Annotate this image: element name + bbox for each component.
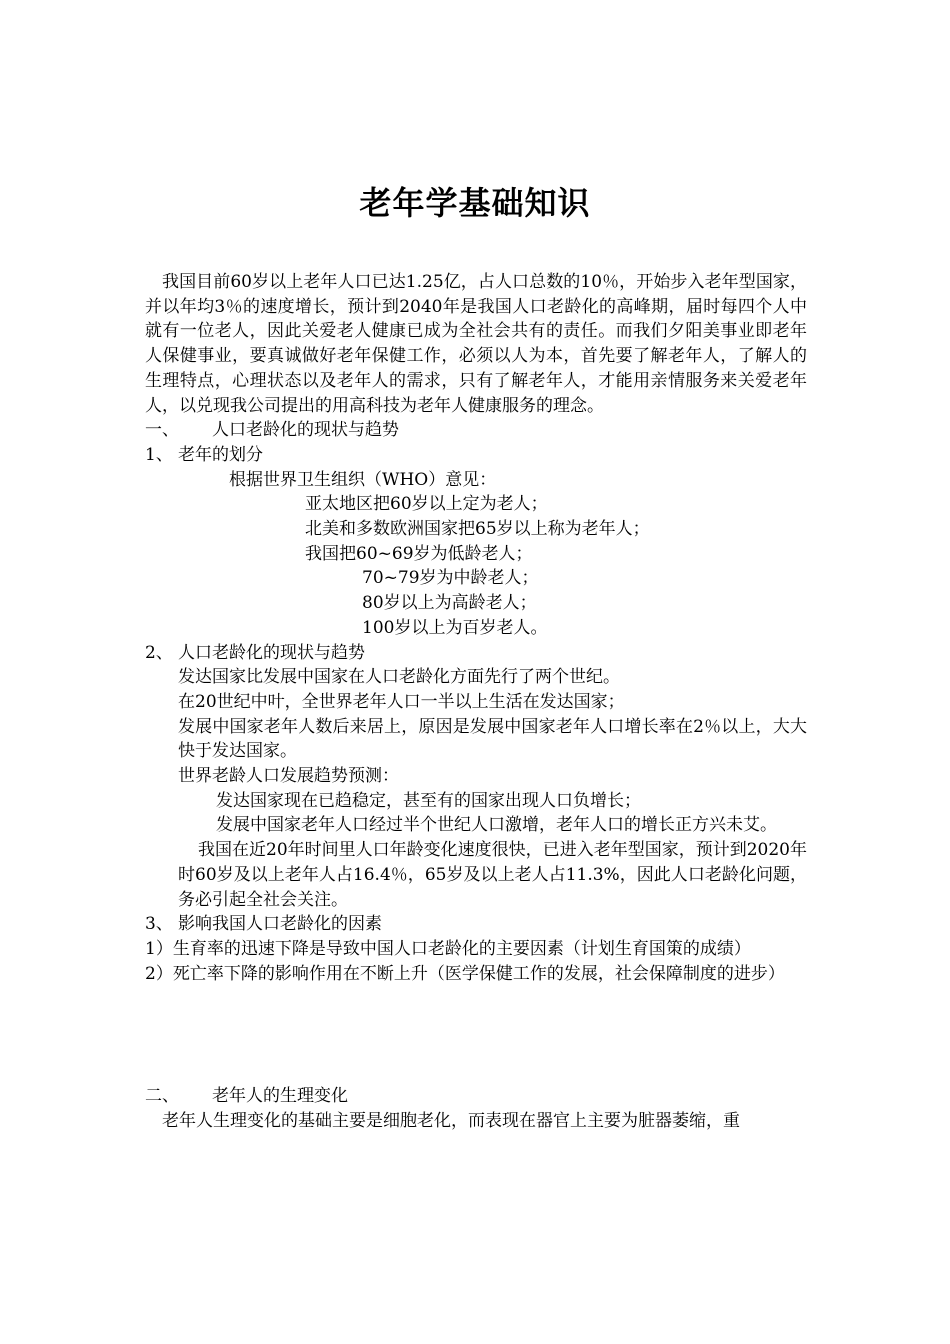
- section-2-heading: [145, 1084, 807, 1109]
- section-2-paragraph: 老年人生理变化的基础主要是细胞老化，而表现在器官上主要为脏器萎缩，重: [162, 1111, 740, 1132]
- china-low-line: 我国把60~69岁为低龄老人；: [305, 543, 533, 564]
- section-2-title: 老年人的生理变化: [212, 1086, 348, 1107]
- section-1-number: 一、: [145, 420, 179, 441]
- item-2-heading: [145, 641, 807, 666]
- item-2-number: 2、: [145, 642, 173, 663]
- china-high-line: 80岁以上为高龄老人；: [362, 593, 537, 614]
- china-mid-line: 70~79岁为中龄老人；: [362, 568, 539, 589]
- document-title: 老年学基础知识: [359, 184, 591, 222]
- item-3-heading: [145, 912, 807, 937]
- item-2-title: 人口老龄化的现状与趋势: [178, 642, 365, 663]
- china-centenarian-line: 100岁以上为百岁老人。: [362, 617, 548, 638]
- factor-1-text: 1）生育率的迅速下降是导致中国人口老龄化的主要因素（计划生育国策的成绩）: [145, 938, 751, 959]
- factor-2-text: 2）死亡率下降的影响作用在不断上升（医学保健工作的发展，社会保障制度的进步）: [145, 963, 785, 984]
- who-line: 根据世界卫生组织（WHO）意见：: [229, 469, 497, 490]
- trend-line-6: 发展中国家老年人口经过半个世纪人口激增，老年人口的增长正方兴未艾。: [216, 815, 777, 836]
- trend-line-1: 发达国家比发展中国家在人口老龄化方面先行了两个世纪。: [178, 667, 620, 688]
- item-1-title: 老年的划分: [178, 444, 263, 465]
- western-line: 北美和多数欧洲国家把65岁以上称为老年人；: [305, 519, 650, 540]
- factor-2: [145, 962, 807, 987]
- document-body: [145, 270, 807, 1134]
- section-2-number: 二、: [145, 1086, 179, 1107]
- section-spacer: [145, 986, 807, 1084]
- trend-line-5: 发达国家现在已趋稳定，甚至有的国家出现人口负增长；: [216, 790, 641, 811]
- section-1-title: 人口老龄化的现状与趋势: [212, 420, 399, 441]
- trend-line-7: 我国在近20年时间里人口年龄变化速度很快，已进入老年型国家，预计到2020年时60岁及以上老年人占16.4％，65岁及以上老人占11.3%，因此人口老龄化问题，务必引起全社会关注。: [178, 840, 807, 910]
- factor-1: [145, 937, 807, 962]
- asia-line: 亚太地区把60岁以上定为老人；: [305, 494, 548, 515]
- intro-paragraph: 我国目前60岁以上老年人口已达1.25亿，占人口总数的10％，开始步入老年型国家，并以年均3％的速度增长，预计到2040年是我国人口老龄化的高峰期，届时每四个人中就有一位老人，因此关爱老人健康已成为全社会共有的责任。而我们夕阳美事业即老年人保健事业，要真诚做好老年保健工作，必须以人为本，首先要了解老年人，了解人的生理特点，心理状态以及老年人的需求，只有了解老年人，才能用亲情服务来关爱老年人，以兑现我公司提出的用高科技为老年人健康服务的理念。: [145, 272, 807, 416]
- item-1-number: 1、: [145, 444, 173, 465]
- trend-line-2: 在20世纪中叶，全世界老年人口一半以上生活在发达国家；: [178, 691, 625, 712]
- item-3-title: 影响我国人口老龄化的因素: [178, 914, 382, 935]
- item-3-number: 3、: [145, 914, 173, 935]
- trend-line-4: 世界老龄人口发展趋势预测：: [178, 766, 399, 787]
- trend-line-3: 发展中国家老年人数后来居上，原因是发展中国家老年人口增长率在2％以上，大大快于发达国家。: [178, 716, 807, 762]
- item-1-heading: [145, 443, 807, 468]
- section-1-heading: [145, 418, 807, 443]
